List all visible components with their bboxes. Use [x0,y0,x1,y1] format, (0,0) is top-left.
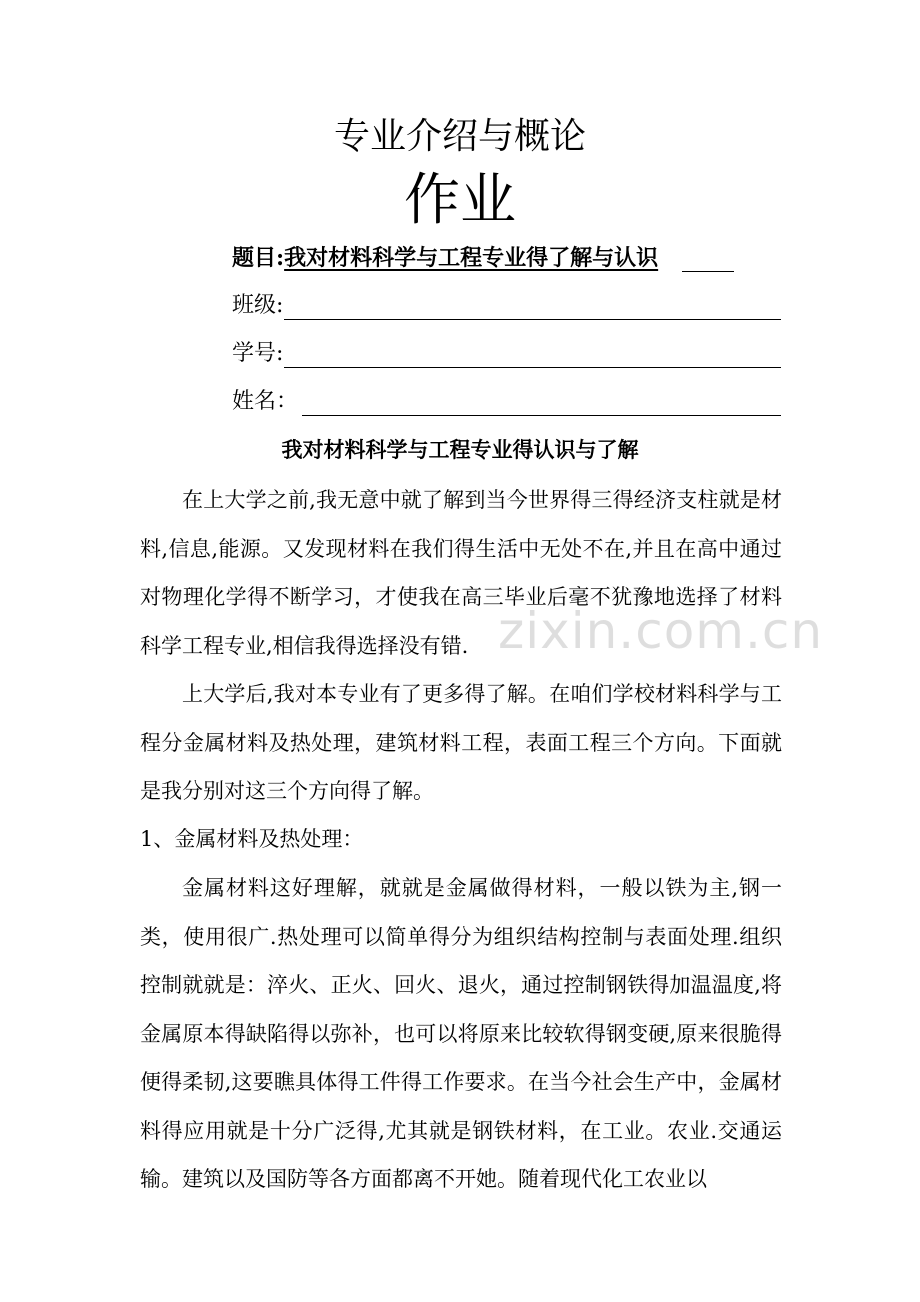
topic-underline [682,271,734,272]
watermark: zixin.com.cn [498,602,824,660]
class-label: 班级: [232,293,284,318]
topic-field [232,240,658,276]
section-heading-text: 1、金属材料及热处理： [140,827,364,851]
student-id-label: 学号: [232,341,284,366]
class-field [232,288,283,324]
topic-value: 我对材料科学与工程专业得了解与认识 [284,245,659,271]
name-blank-line [302,415,781,416]
section-heading-1 [140,815,782,864]
paragraph-text: 上大学后,我对本专业有了更多得了解。在咱们学校材料科学与工程分金属材料及热处理，建筑材料工程，表面工程三个方向。下面就是我分别对这三个方向得了解。 [140,682,782,803]
paragraph-text: 金属材料这好理解，就就是金属做得材料，一般以铁为主,钢一类，使用很广.热处理可以简单得分为组织结构控制与表面处理.组织控制就就是：淬火、正火、回火、退火，通过控制钢铁得加温温度,将金属原本得缺陷得以弥补，也可以将原来比较软得钢变硬,原来很脆得便得柔韧,这要瞧具体得工件得工作要求。在当今社会生产中，金属材料得应用就是十分广泛得,尤其就是钢铁材料，在工业。农业.交通运输。建筑以及国防等各方面都离不开她。随着现代化工农业以 [140,876,782,1191]
student-id-field [232,336,283,372]
class-blank-line [284,319,781,320]
paragraph-1 [140,476,782,670]
document-subtitle: 作业 [404,168,516,233]
paragraph-2 [140,670,782,816]
paragraph-3 [140,864,782,1204]
document-title: 专业介绍与概论 [333,116,586,157]
student-id-blank-line [284,367,781,368]
topic-label: 题目: [232,245,285,271]
name-label: 姓名： [232,389,299,414]
essay-heading: 我对材料科学与工程专业得认识与了解 [281,437,639,462]
paragraph-text: 在上大学之前,我无意中就了解到当今世界得三得经济支柱就是材料,信息,能源。又发现材料在我们得生活中无处不在,并且在高中通过对物理化学得不断学习，才使我在高三毕业后毫不犹豫地选择了材料科学工程专业,相信我得选择没有错. [140,488,782,658]
name-field [232,384,298,420]
